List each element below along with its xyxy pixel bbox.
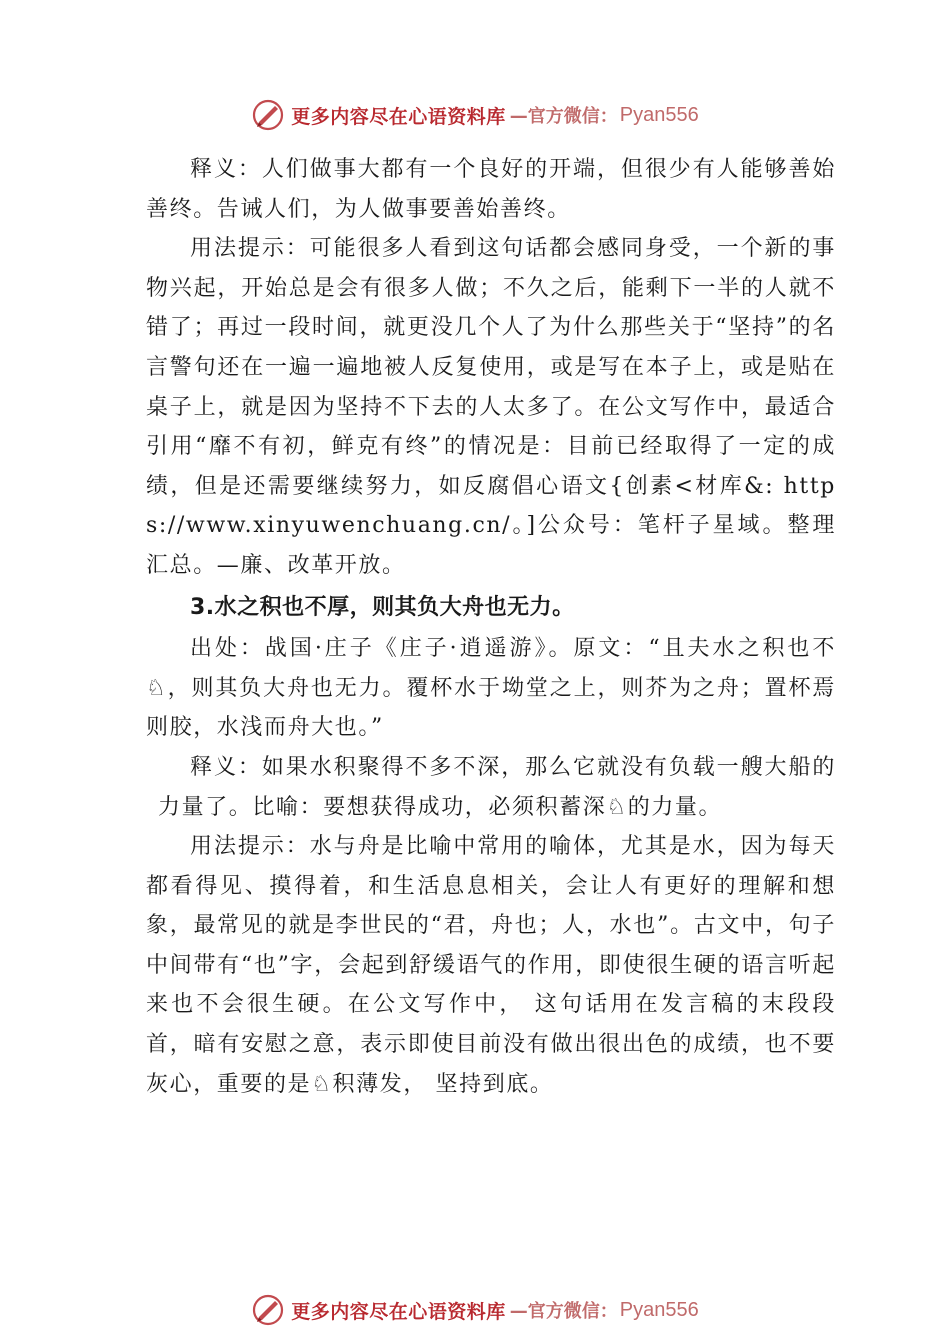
footer-official-label: —官方微信：	[509, 1301, 618, 1322]
logo-icon	[251, 1293, 285, 1327]
paragraph-usage: 用法提示：可能很多人看到这句话都会感同身受，一个新的事物兴起，开始总是会有很多人做；不久之后，能剩下一半的人就不错了；再过一段时间，就更没几个人了为什么那些关于“坚持”的名言警句还在一遍一遍地被人反复使用，或是写在本子上，或是贴在桌子上，就是因为坚持不下去的人太多了。在公文写作中，最适合引用“靡不有初，鲜克有终”的情况是：目前已经取得了一定的成绩，但是还需要继续努力，如反腐倡心语文{创素<材库&: https://www.xinyuwenchuang.cn/。]公众号：笔杆子星域。整理汇总。—廉、改革开放。	[146, 236, 836, 578]
paragraph-definition-2: 释义：如果水积聚得不多不深，那么它就没有负载一艘大船的力量了。比喻：要想获得成功，必须积蓄深♘的力量。	[158, 754, 836, 820]
paragraph-definition: 释义：人们做事大都有一个良好的开端，但很少有人能够善始善终。告诫人们，为人做事要善始善终。	[146, 157, 836, 222]
section-heading: 3.水之积也不厚，则其负大舟也无力。	[190, 594, 575, 620]
footer-wechat-id: Pyan556	[619, 1298, 699, 1321]
page-header	[0, 95, 950, 135]
page-footer	[0, 1290, 950, 1330]
footer-site-name: 更多内容尽在心语资料库	[291, 1300, 506, 1323]
logo-icon	[251, 98, 285, 132]
document-body	[146, 150, 836, 1104]
paragraph-source: 出处：战国·庄子《庄子·逍遥游》。原文：“且夫水之积也不♘，则其负大舟也无力。覆杯水于坳堂之上，则芥为之舟；置杯焉则胶，水浅而舟大也。”	[146, 636, 836, 741]
paragraph-usage-2: 用法提示：水与舟是比喻中常用的喻体，尤其是水，因为每天都看得见、摸得着，和生活息息相关，会让人有更好的理解和想象，最常见的就是李世民的“君，舟也；人，水也”。古文中，句子中间带有“也”字，会起到舒缓语气的作用，即使很生硬的语言听起来也不会很生硬。在公文写作中， 这句话用在发言稿的末段段首，暗有安慰之意，表示即使目前没有做出很出色的成绩，也不要灰心，重要的是♘积薄发， 坚持到底。	[146, 834, 836, 1097]
header-official-label: —官方微信：	[509, 106, 618, 127]
header-site-name: 更多内容尽在心语资料库	[291, 105, 506, 128]
header-wechat-id: Pyan556	[619, 103, 699, 126]
